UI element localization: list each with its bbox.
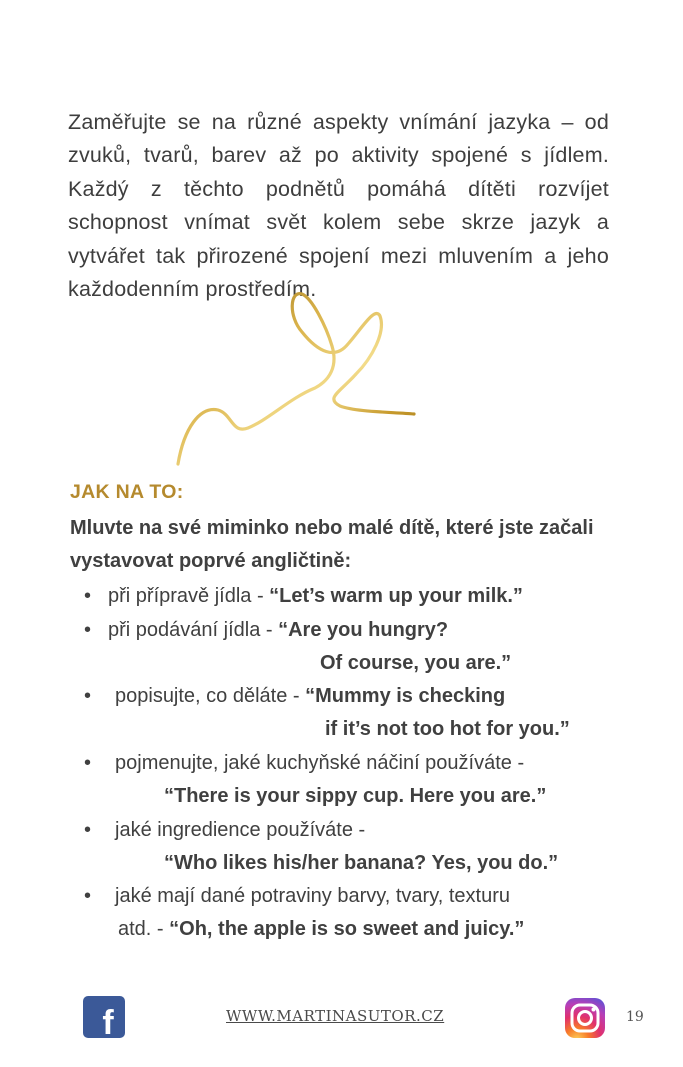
bullet-marker: • (84, 585, 92, 607)
intro-paragraph: Zaměřujte se na různé aspekty vnímání jazyka – od zvuků, tvarů, barev až po aktivity spojené s jídlem. Každý z těchto podnětů pomáhá dítěti rozvíjet schopnost vnímat svět kolem sebe skrze jazyk a vytvářet tak přirozené spojení mezi mluvením a jeho každodenním prostředím. (68, 109, 609, 301)
item-quote: “There is your sippy cup. Here you are.” (164, 785, 547, 807)
item-quote: “Mummy is checking (305, 685, 506, 707)
item-text: popisujte, co děláte - (115, 685, 306, 707)
instagram-icon[interactable] (565, 998, 605, 1038)
page-number: 19 (626, 1009, 644, 1025)
bullet-marker: • (84, 819, 92, 841)
item-text: atd. - (118, 918, 170, 940)
list-item-continuation (164, 780, 546, 813)
website-link[interactable]: WWW.MARTINASUTOR.CZ (226, 1007, 445, 1025)
item-text: pojmenujte, jaké kuchyňské náčiní používáte - (115, 752, 525, 774)
list-item (115, 747, 524, 780)
list-item-continuation (325, 713, 570, 746)
list-item (108, 580, 523, 613)
list-item (115, 680, 505, 713)
item-text: při přípravě jídla - (108, 585, 270, 607)
bullet-marker: • (84, 752, 92, 774)
item-quote: “Are you hungry? (278, 619, 449, 641)
item-text: při podávání jídla - (108, 619, 279, 641)
list-item-continuation (118, 913, 524, 946)
gold-heart-illustration (170, 288, 420, 468)
item-quote: if it’s not too hot for you.” (325, 718, 570, 740)
list-item (108, 614, 448, 647)
item-quote: “Oh, the apple is so sweet and juicy.” (169, 918, 525, 940)
section-heading: JAK NA TO: (70, 481, 184, 503)
item-quote: “Let’s warm up your milk.” (269, 585, 523, 607)
item-text: jaké mají dané potraviny barvy, tvary, texturu (115, 885, 510, 907)
list-item (115, 880, 510, 913)
bullet-marker: • (84, 885, 92, 907)
list-item-continuation (164, 847, 558, 880)
section-lead: Mluvte na své miminko nebo malé dítě, které jste začali vystavovat poprvé angličtině: (70, 517, 594, 572)
facebook-letter: f (102, 1004, 114, 1038)
list-item-continuation (320, 647, 511, 680)
item-quote: “Who likes his/her banana? Yes, you do.” (164, 852, 559, 874)
bullet-marker: • (84, 685, 92, 707)
bullet-marker: • (84, 619, 92, 641)
item-quote: Of course, you are.” (320, 652, 512, 674)
facebook-icon[interactable] (83, 996, 125, 1038)
list-item (115, 814, 365, 847)
item-text: jaké ingredience používáte - (115, 819, 366, 841)
